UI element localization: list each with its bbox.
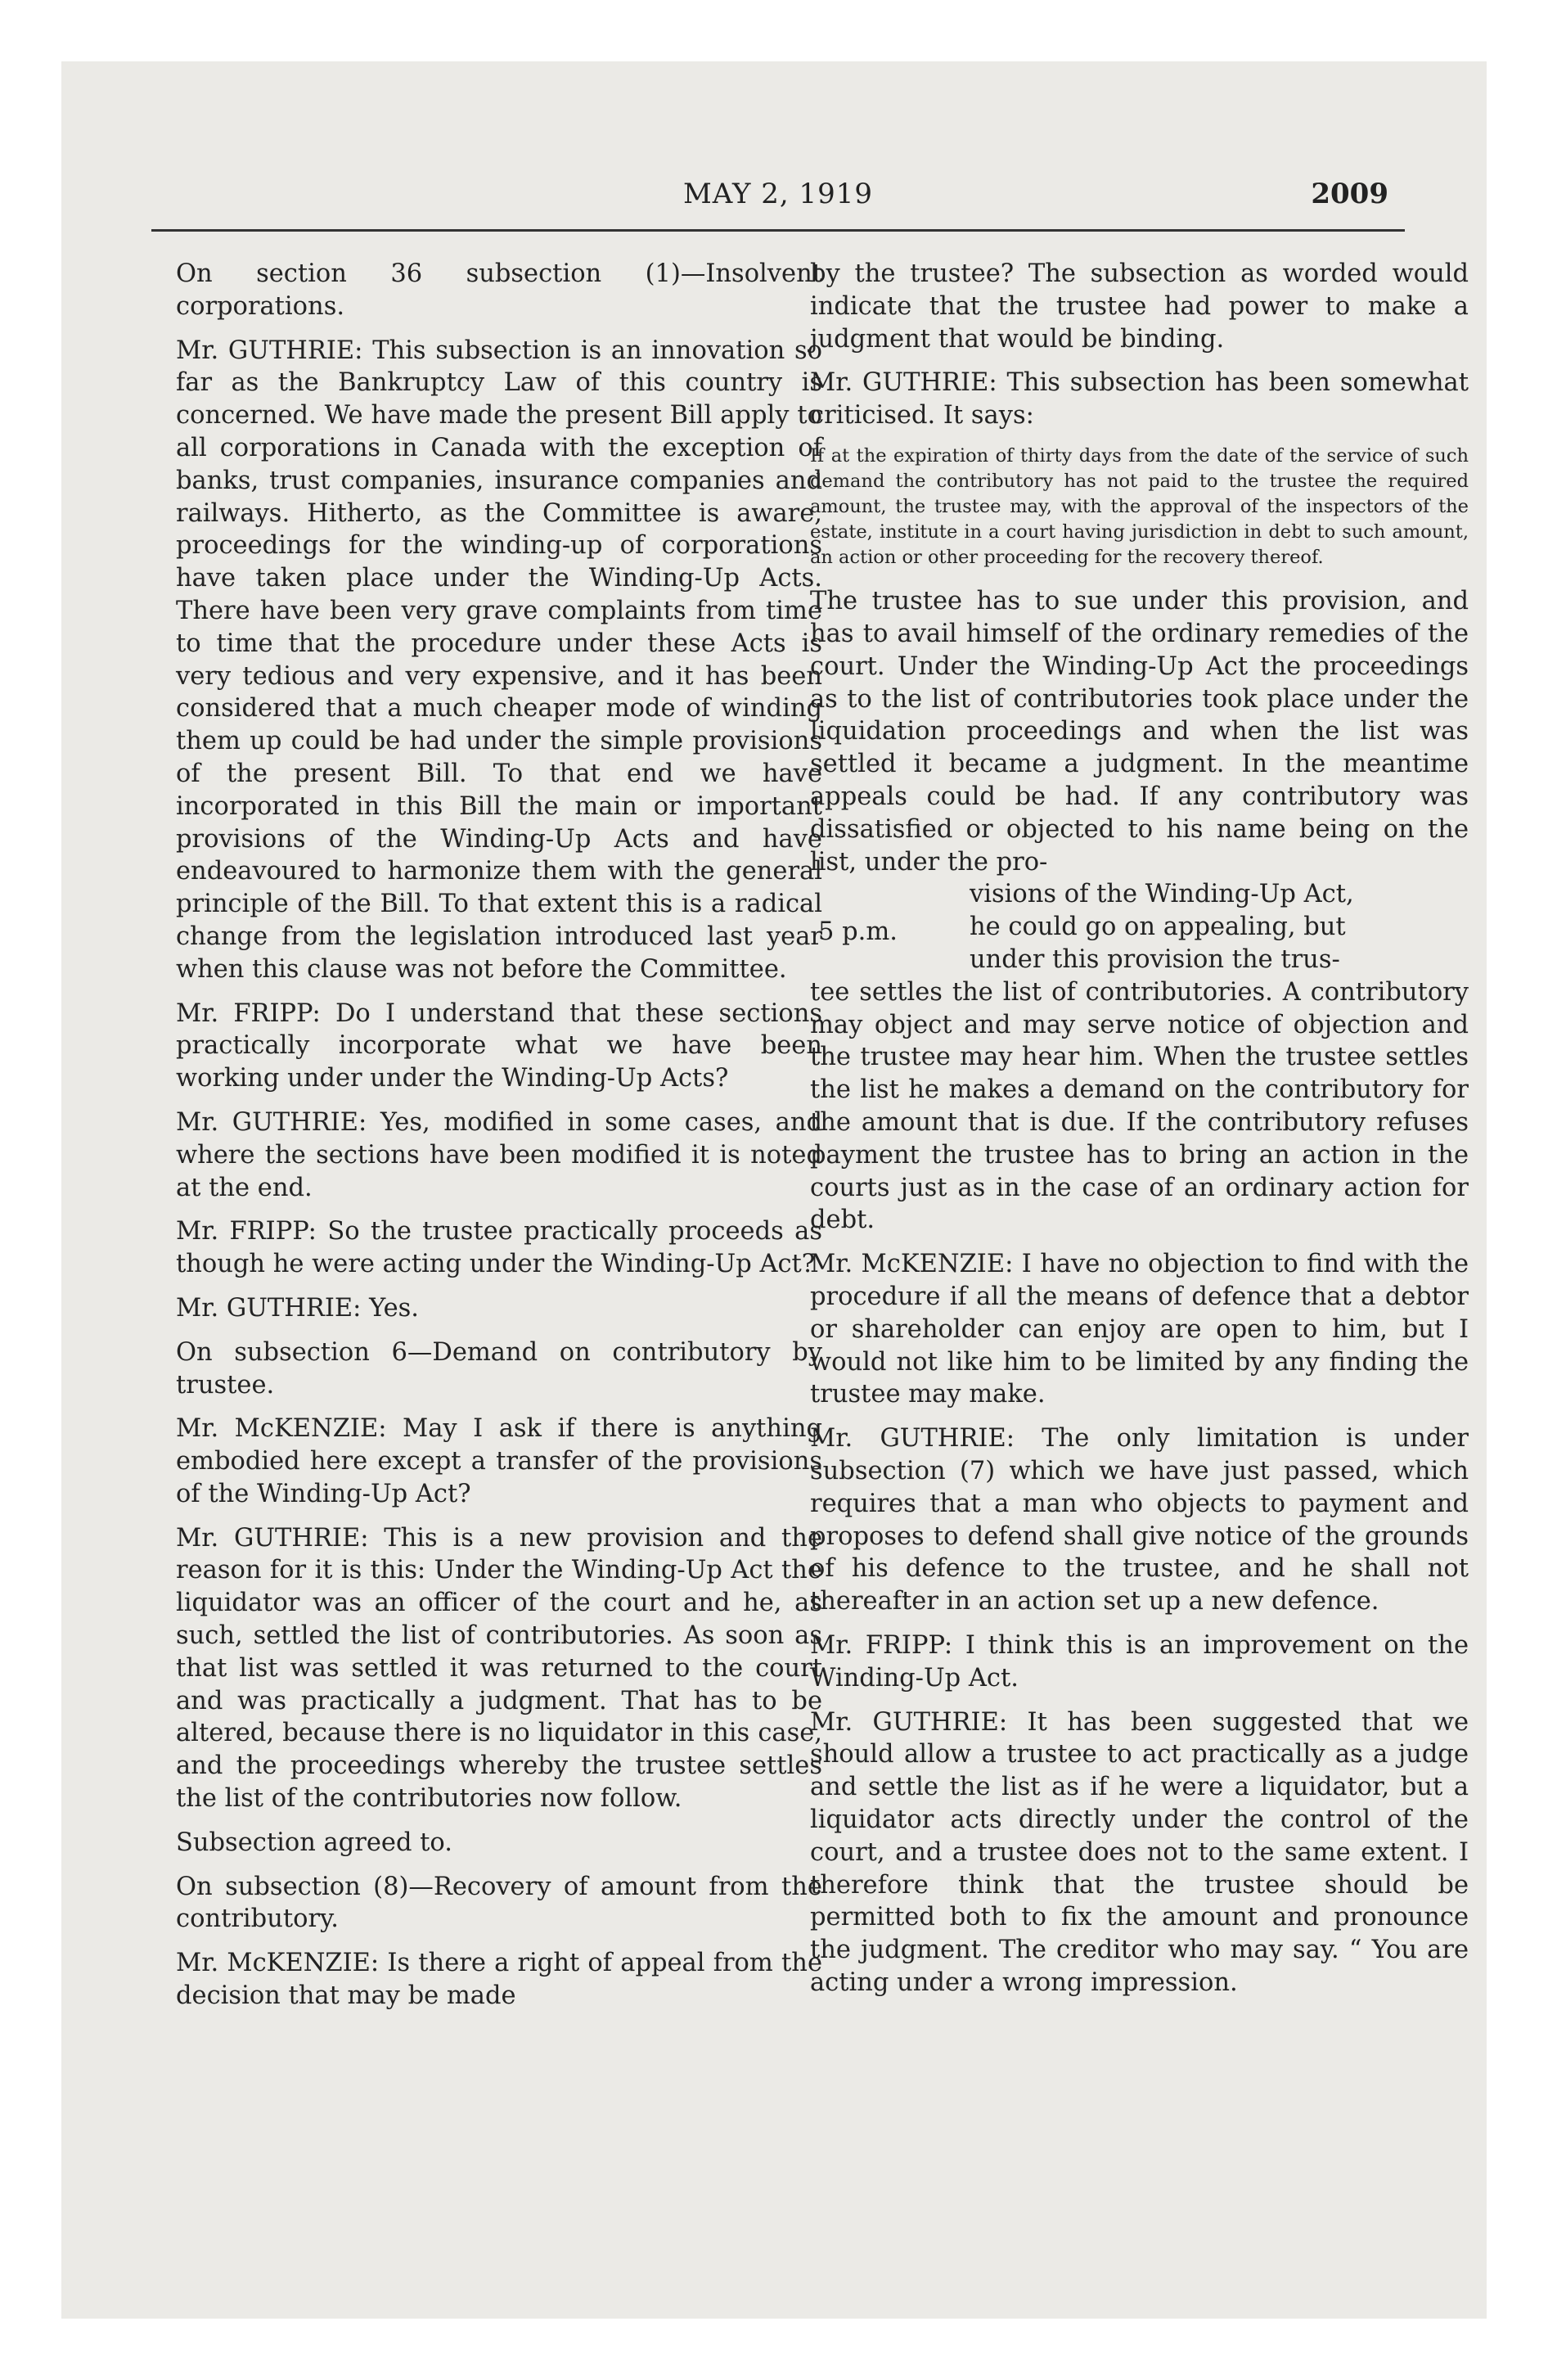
quoted-statute: If at the expiration of thirty days from the date of the service of such demand the contributory has not paid to the trustee the required amount, the trustee may, with the approval of the inspectors of the estate, institute in a court having jurisdiction in debt to such amount, an action or other proceeding for the recovery thereof.	[810, 444, 1469, 569]
time-marginal-note: 5 p.m.	[818, 917, 898, 947]
header-date: MAY 2, 1919	[682, 178, 874, 210]
paragraph: Mr. GUTHRIE: This subsection is an innovation so far as the Bankruptcy Law of this country is concerned. We have made the present Bill apply to all corporations in Canada with the exception of banks, trust companies, insurance companies and railways. Hitherto, as the Committee is aware, proceedings for the winding-up of corporations have taken place under the Winding-Up Acts. There have been very grave complaints from time to time that the procedure under these Acts is very tedious and very expensive, and it has been considered that a much cheaper mode of winding them up could be had under the simple provisions of the present Bill. To that end we have incorporated in this Bill the main or important provisions of the Winding-Up Acts and have endeavoured to harmonize them with the general principle of the Bill. To that extent this is a radical change from the legislation introduced last year when this clause was not before the Committee.	[176, 336, 822, 984]
page-header	[151, 168, 1405, 225]
paragraph: Mr. GUTHRIE: Yes, modified in some cases, and where the sections have been modified it is noted at the end.	[176, 1107, 822, 1202]
paragraph: Mr. GUTHRIE: It has been suggested that we should allow a trustee to act practically as a judge and settle the list as if he were a liquidator, but a liquidator acts directly under the control of the court, and a trustee does not to the same extent. I therefore think that the trustee should be permitted both to fix the amount and pronounce the judgment. The creditor who may say. “ You are acting under a wrong impression.	[810, 1707, 1469, 1997]
page-number: 2009	[1311, 178, 1388, 210]
paragraph: Mr. GUTHRIE: This subsection has been somewhat criticised. It says:	[810, 368, 1469, 430]
paragraph: The trustee has to sue under this provision, and has to avail himself of the ordinary remedies of the court. Under the Winding-Up Act the proceedings as to the list of contributories took place under the liquidation proceedings and when the list was settled it became a judgment. In the meantime appeals could be had. If any contributory was dissatisfied or objected to his name being on the list, under the pro-	[810, 587, 1469, 877]
paragraph: Mr. FRIPP: Do I understand that these sections practically incorporate what we have been working under under the Winding-Up Acts?	[176, 998, 822, 1093]
page-sheet	[61, 61, 1487, 2319]
text-line: under this provision the trus-	[970, 944, 1340, 974]
paragraph: Mr. McKENZIE: Is there a right of appeal from the decision that may be made	[176, 1949, 822, 2011]
left-column	[176, 258, 822, 2024]
paragraph: Mr. FRIPP: I think this is an improvement on the Winding-Up Act.	[810, 1630, 1469, 1693]
paragraph: On section 36 subsection (1)—Insolvent corporations.	[176, 259, 822, 321]
paragraph: by the trustee? The subsection as worded would indicate that the trustee had power to make a judgment that would be binding.	[810, 259, 1469, 354]
header-rule	[151, 229, 1405, 232]
indented-lines	[810, 878, 1469, 976]
paragraph: tee settles the list of contributories. A contributory may object and may serve notice of objection and the trustee may hear him. When the trustee settles the list he makes a demand on the contributory for the amount that is due. If the contributory refuses payment the trustee has to bring an action in the courts just as in the case of an ordinary action for debt.	[810, 977, 1469, 1235]
paragraph: Mr. GUTHRIE: Yes.	[176, 1293, 419, 1323]
text-line: visions of the Winding-Up Act,	[970, 880, 1354, 909]
right-column	[810, 258, 1469, 2011]
paragraph: Mr. McKENZIE: May I ask if there is anything embodied here except a transfer of the provisions of the Winding-Up Act?	[176, 1414, 822, 1508]
paragraph: Subsection agreed to.	[176, 1828, 452, 1857]
paragraph: On subsection 6—Demand on contributory by trustee.	[176, 1337, 822, 1400]
time-note-block	[810, 878, 1469, 976]
paragraph: Mr. GUTHRIE: The only limitation is under subsection (7) which we have just passed, which requires that a man who objects to payment and proposes to defend shall give notice of the grounds of his defence to the trustee, and he shall not thereafter in an action set up a new defence.	[810, 1424, 1469, 1616]
text-line: he could go on appealing, but	[970, 913, 1346, 942]
paragraph: Mr. GUTHRIE: This is a new provision and the reason for it is this: Under the Winding-Up Act the liquidator was an officer of the court and he, as such, settled the list of contributories. As soon as that list was settled it was returned to the court and was practically a judgment. That has to be altered, because there is no liquidator in this case, and the proceedings whereby the trustee settles the list of the contributories now follow.	[176, 1523, 822, 1814]
paragraph: Mr. FRIPP: So the trustee practically proceeds as though he were acting under the Winding-Up Act?	[176, 1217, 822, 1279]
paragraph: Mr. McKENZIE: I have no objection to find with the procedure if all the means of defence that a debtor or shareholder can enjoy are open to him, but I would not like him to be limited by any finding the trustee may make.	[810, 1250, 1469, 1409]
paragraph: On subsection (8)—Recovery of amount from the contributory.	[176, 1872, 822, 1934]
